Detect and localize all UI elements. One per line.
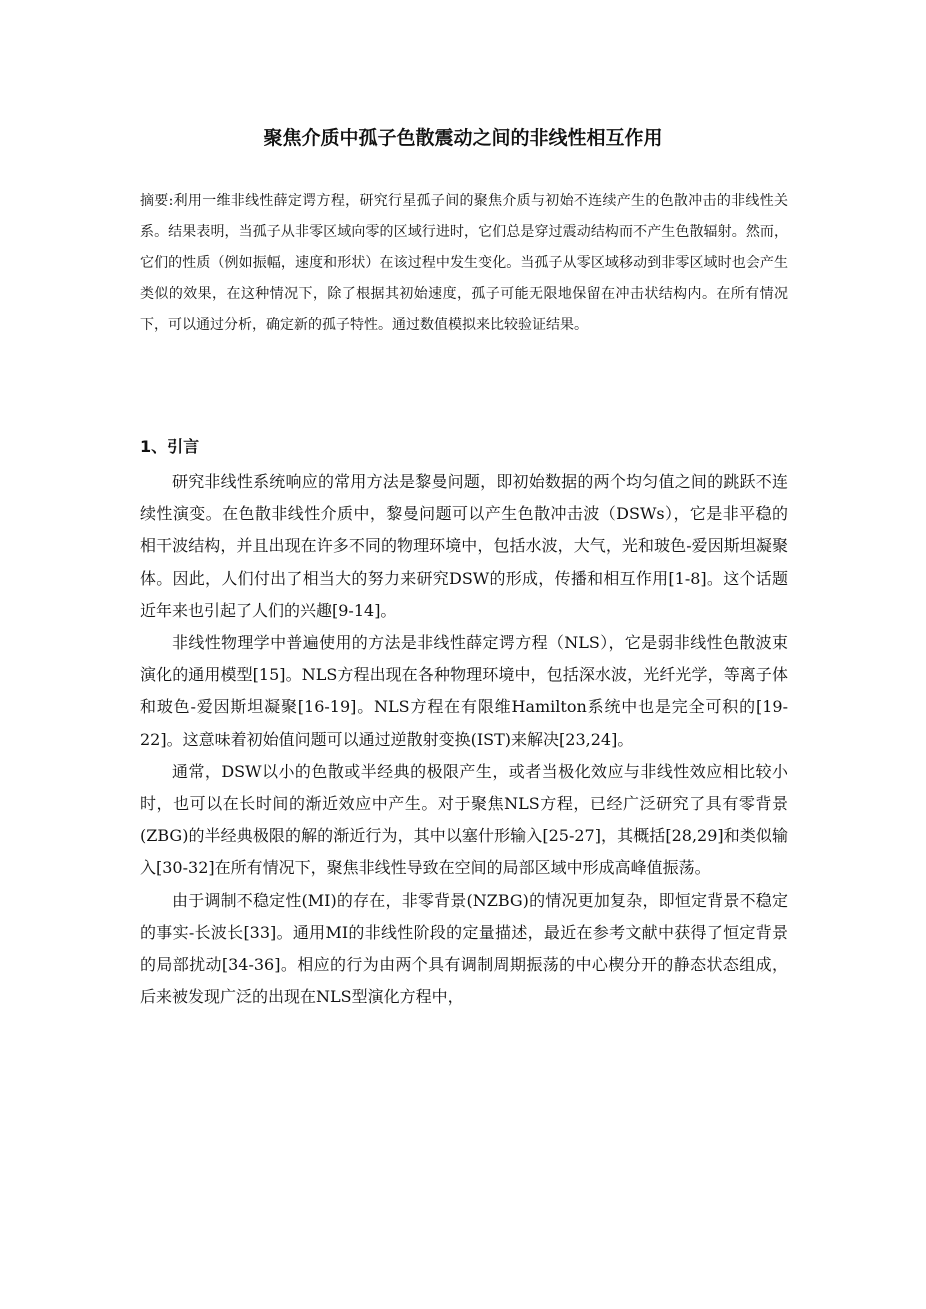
paper-title: 聚焦介质中孤子色散震动之间的非线性相互作用 xyxy=(263,127,663,149)
body-paragraph: 研究非线性系统响应的常用方法是黎曼问题，即初始数据的两个均匀值之间的跳跃不连续性演变。在色散非线性介质中，黎曼问题可以产生色散冲击波（DSWs），它是非平稳的相干波结构，并且出现在许多不同的物理环境中，包括水波，大气，光和玻色-爱因斯坦凝聚体。因此，人们付出了相当大的努力来研究DSW的形成，传播和相互作用[1-8]。这个话题近年来也引起了人们的兴趣[9-14]。 xyxy=(140,472,788,620)
body-paragraph: 非线性物理学中普遍使用的方法是非线性薛定谔方程（NLS），它是弱非线性色散波束演化的通用模型[15]。NLS方程出现在各种物理环境中，包括深水波，光纤光学，等离子体和玻色-爱因斯坦凝聚[16-19]。NLS方程在有限维Hamilton系统中也是完全可积的[19-22]。这意味着初始值问题可以通过逆散射变换(IST)来解决[23,24]。 xyxy=(140,633,788,749)
section-heading: 1、引言 xyxy=(140,437,200,456)
body-paragraph: 由于调制不稳定性(MI)的存在，非零背景(NZBG)的情况更加复杂，即恒定背景不稳定的事实-长波长[33]。通用MI的非线性阶段的定量描述，最近在参考文献中获得了恒定背景的局部扰动[34-36]。相应的行为由两个具有调制周期振荡的中心楔分开的静态状态组成，后来被发现广泛的出现在NLS型演化方程中， xyxy=(140,890,788,1007)
section-body xyxy=(140,466,788,1013)
body-paragraph: 通常，DSW以小的色散或半经典的极限产生，或者当极化效应与非线性效应相比较小时，也可以在长时间的渐近效应中产生。对于聚焦NLS方程，已经广泛研究了具有零背景(ZBG)的半经典极限的解的渐近行为，其中以塞什形输入[25-27]，其概括[28,29]和类似输入[30-32]在所有情况下，聚焦非线性导致在空间的局部区域中形成高峰值振荡。 xyxy=(140,761,788,878)
abstract: 摘要:利用一维非线性薛定谔方程，研究行星孤子间的聚焦介质与初始不连续产生的色散冲击的非线性关系。结果表明，当孤子从非零区域向零的区域行进时，它们总是穿过震动结构而不产生色散辐射。然而，它们的性质（例如振幅，速度和形状）在该过程中发生变化。当孤子从零区域移动到非零区域时也会产生类似的效果，在这种情况下，除了根据其初始速度，孤子可能无限地保留在冲击状结构内。在所有情况下，可以通过分析，确定新的孤子特性。通过数值模拟来比较验证结果。 xyxy=(140,193,788,333)
